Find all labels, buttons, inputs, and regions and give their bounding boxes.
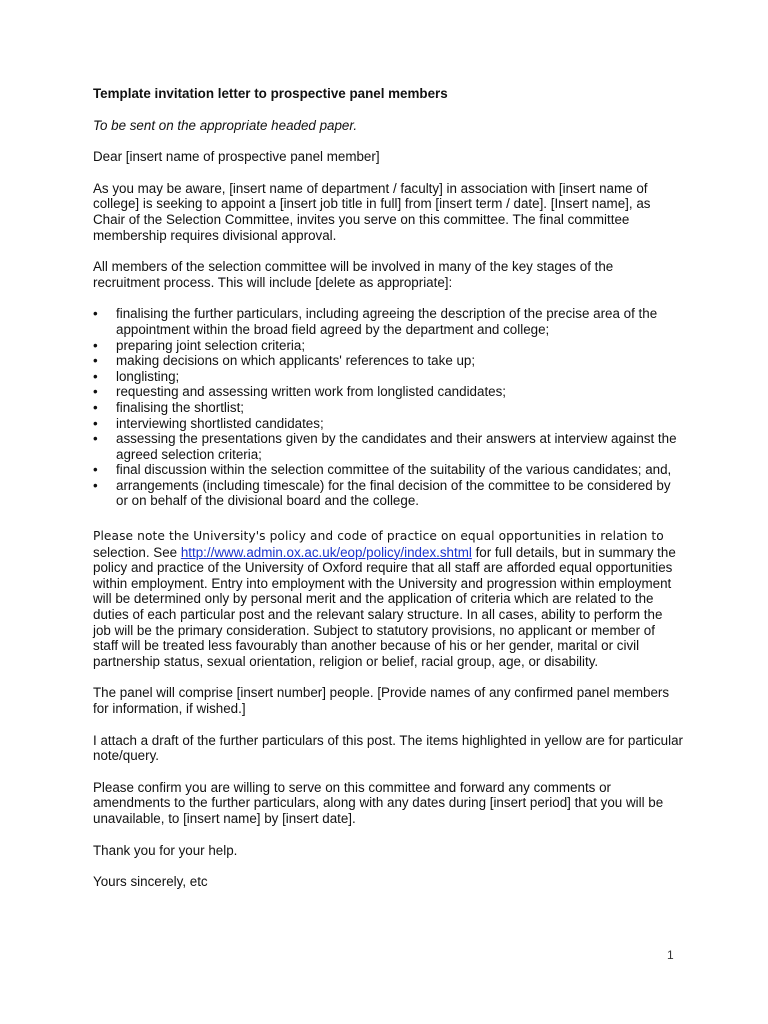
stages-intro-paragraph: All members of the selection committee will be involved in many of the key stages of the recruitment process. This will include [delete as appropriate]:	[93, 259, 614, 290]
bullet-icon: •	[93, 477, 98, 493]
list-item: • final discussion within the selection committee of the suitability of the various candidates; and,	[93, 462, 672, 478]
page-number: 1	[667, 948, 674, 962]
bullet-icon: •	[93, 368, 98, 384]
list-item: • preparing joint selection criteria;	[93, 337, 306, 353]
bullet-icon: •	[93, 399, 98, 415]
bullet-icon: •	[93, 353, 98, 369]
list-item: • longlisting;	[93, 368, 180, 384]
stages-list	[93, 306, 683, 509]
panel-paragraph: The panel will comprise [insert number] people. [Provide names of any confirmed panel members for information, if wished.]	[93, 685, 670, 716]
signoff-line: Yours sincerely, etc	[93, 874, 208, 890]
list-item: • assessing the presentations given by the candidates and their answers at interview against the agreed selection criteria;	[93, 431, 677, 462]
attachment-paragraph: I attach a draft of the further particulars of this post. The items highlighted in yellow are for particular note/query.	[93, 732, 683, 764]
thanks-line: Thank you for your help.	[93, 842, 238, 858]
letter-body	[93, 86, 683, 906]
list-item: • interviewing shortlisted candidates;	[93, 415, 324, 431]
bullet-icon: •	[93, 384, 98, 400]
bullet-icon: •	[93, 306, 98, 322]
confirm-paragraph: Please confirm you are willing to serve on this committee and forward any comments or amendments to the further particulars, along with any dates during [insert period] that you will be unavailable, to [insert name] by [insert date].	[93, 779, 664, 826]
bullet-icon: •	[93, 415, 98, 431]
letter-subtitle: To be sent on the appropriate headed paper.	[93, 117, 358, 133]
list-item: • making decisions on which applicants' references to take up;	[93, 353, 476, 369]
letter-title: Template invitation letter to prospective panel members	[93, 86, 448, 101]
bullet-icon: •	[93, 462, 98, 478]
policy-text-before-link: selection. See	[93, 544, 181, 560]
list-item: • finalising the shortlist;	[93, 399, 245, 415]
list-item: • finalising the further particulars, including agreeing the description of the precise area of the appointment within the broad field agreed by the department and college;	[93, 306, 658, 337]
policy-text-after-link: for full details, but in summary the policy and practice of the University of Oxford require that all staff are afforded equal opportunities within employment. Entry into employment with the University and progression within employment will be determined only by personal merit and the application of criteria which are related to the duties of each particular post and the relevant salary structure. In all cases, ability to perform the job will be the primary consideration. Subject to statutory provisions, no applicant or member of staff will be treated less favourably than another because of his or her gender, marital or civil partnership status, sexual orientation, religion or belief, racial group, age, or disability.	[93, 544, 676, 669]
list-item: • requesting and assessing written work from longlisted candidates;	[93, 384, 507, 400]
policy-link[interactable]: http://www.admin.ox.ac.uk/eop/policy/index.shtml	[180, 544, 472, 560]
intro-paragraph: As you may be aware, [insert name of department / faculty] in association with [insert name of college] is seeking to appoint a [insert job title in full] from [insert term / date]. [Insert name], as Chair of the Selection Committee, invites you serve on this committee. The final committee membership requires divisional approval.	[93, 180, 651, 243]
salutation: Dear [insert name of prospective panel member]	[93, 149, 380, 165]
equal-opportunities-paragraph	[93, 529, 683, 669]
policy-lead-line: Please note the University's policy and code of practice on equal opportunities in relation to	[93, 529, 664, 544]
bullet-icon: •	[93, 431, 98, 447]
bullet-icon: •	[93, 337, 98, 353]
list-item: • arrangements (including timescale) for the final decision of the committee to be considered by or on behalf of the divisional board and the college.	[93, 477, 671, 509]
